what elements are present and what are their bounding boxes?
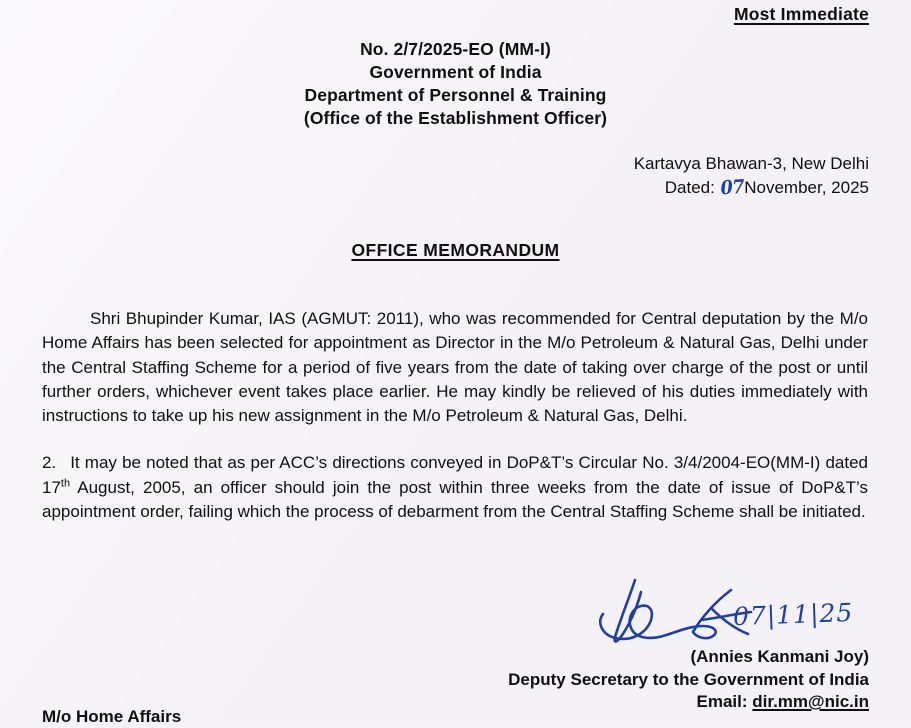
page-title	[0, 240, 911, 261]
priority-stamp-container	[734, 4, 869, 25]
email-address[interactable]: dir.mm@nic.in	[752, 692, 869, 711]
government-name: Government of India	[369, 62, 542, 82]
document-date	[634, 176, 869, 200]
department-name: Department of Personnel & Training	[304, 85, 607, 105]
signature-block	[399, 578, 869, 714]
signatory-name: (Annies Kanmani Joy)	[690, 647, 869, 666]
paragraph-2	[42, 451, 868, 524]
footer-cutoff-text: M/o Home Affairs	[42, 707, 182, 726]
page-title-text: OFFICE MEMORANDUM	[351, 240, 560, 260]
priority-stamp: Most Immediate	[733, 4, 869, 24]
reference-number: No. 2/7/2025-EO (MM-I)	[360, 39, 551, 59]
handwritten-signature-date: 07|11|25	[732, 597, 854, 632]
letterhead-block	[0, 38, 911, 130]
paragraph-1: Shri Bhupinder Kumar, IAS (AGMUT: 2011), who was recommended for Central deputation by the M/o Home Affairs has been selected for appointment as Director in the M/o Petroleum & Natural Gas, Delhi under the Central Staffing Scheme for a period of five years from the date of taking over charge of the post or until further orders, whichever event takes place earlier. He may kindly be relieved of his duties immediately with instructions to take up his new assignment in the M/o Petroleum & Natural Gas, Delhi.	[42, 309, 868, 426]
signatory-designation: Deputy Secretary to the Government of India	[508, 669, 869, 689]
paragraph-2-text-a: It may be noted that as per ACC’s directions conveyed in DoP&T’s Circular No. 3/4/2004-EO(MM-I) dated 17	[42, 453, 868, 497]
paragraph-2-number: 2.	[42, 453, 57, 473]
date-label: Dated:	[664, 178, 715, 197]
office-name: (Office of the Establishment Officer)	[303, 108, 608, 128]
date-month-year: November, 2025	[744, 178, 869, 197]
document-body	[42, 307, 868, 524]
office-location: Kartavya Bhawan-3, New Delhi	[633, 154, 869, 173]
footer-cutoff-line	[42, 706, 181, 728]
handwritten-day: 07	[719, 176, 745, 200]
signatory-email	[399, 691, 869, 714]
ordinal-suffix: th	[60, 477, 71, 490]
address-date-block	[634, 152, 869, 200]
email-label: Email:	[696, 692, 748, 711]
signature-graphic-container	[399, 578, 869, 650]
paragraph-2-text-b: August, 2005, an officer should join the post within three weeks from the date of issue of DoP&T’s appointment order, failing which the process of debarment from the Central Staffing Scheme shall be initiated.	[42, 477, 868, 522]
